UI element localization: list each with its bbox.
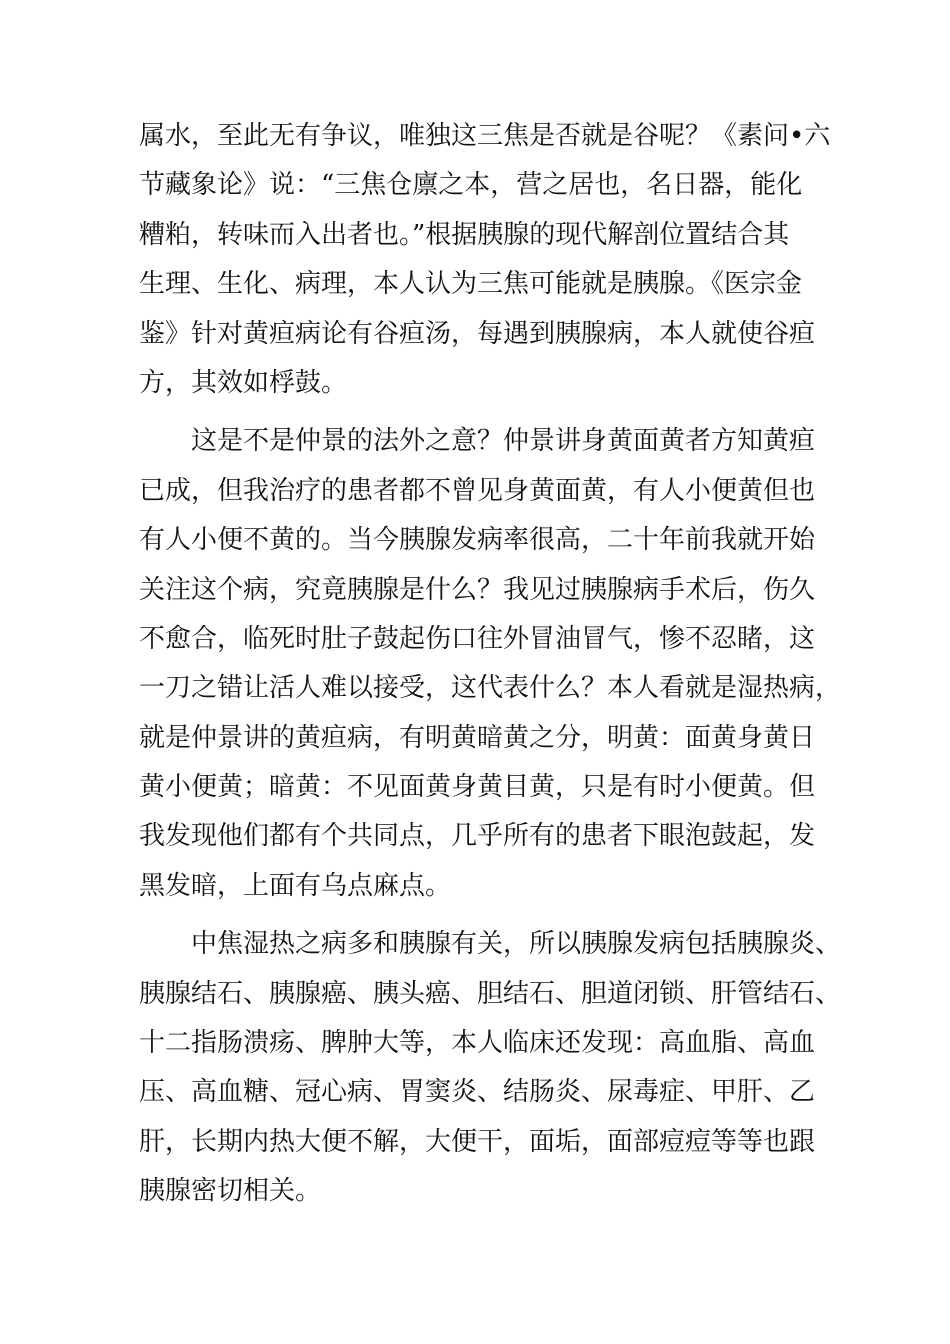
text-line: 胰腺结石、胰腺癌、胰头癌、胆结石、胆道闭锁、肝管结石、 [139,978,842,1009]
text-line: 鉴》针对黄疸病论有谷疸汤，每遇到胰腺病，本人就使谷疸 [139,318,816,349]
paragraph-2 [139,417,842,911]
text-line: 属水，至此无有争议，唯独这三焦是否就是谷呢？《素问•六 [139,121,831,151]
text-line: 方，其效如桴鼓。 [139,367,348,398]
body-text [139,112,842,1217]
paragraph-1 [139,112,831,408]
text-line: 这是不是仲景的法外之意？仲景讲身黄面黄者方知黄疸 [191,426,816,457]
text-line: 肝，长期内热大便不解，大便干，面垢，面部痘痘等等也跟 [139,1126,816,1157]
text-line: 我发现他们都有个共同点，几乎所有的患者下眼泡鼓起，发 [139,821,816,852]
text-line: 就是仲景讲的黄疸病，有明黄暗黄之分，明黄：面黄身黄日 [139,722,816,753]
text-line: 胰腺密切相关。 [139,1176,322,1207]
paragraph-3 [139,920,842,1216]
text-line: 中焦湿热之病多和胰腺有关，所以胰腺发病包括胰腺炎、 [191,929,842,960]
text-line: 一刀之错让活人难以接受，这代表什么？本人看就是湿热病， [139,673,842,704]
text-line: 节藏象论》说：“三焦仓廪之本，营之居也，名日器，能化 [139,170,803,201]
text-line: 压、高血糖、冠心病、胃窦炎、结肠炎、尿毒症、甲肝、乙 [139,1077,816,1108]
text-line: 生理、生化、病理，本人认为三焦可能就是胰腺。《医宗金 [139,269,803,300]
text-line: 有人小便不黄的。当今胰腺发病率很高，二十年前我就开始 [139,525,816,556]
text-line: 黄小便黄；暗黄：不见面黄身黄目黄，只是有时小便黄。但 [139,772,816,803]
text-line: 不愈合，临死时肚子鼓起伤口往外冒油冒气，惨不忍睹，这 [139,623,816,654]
text-line: 糟粕，转味而入出者也。”根据胰腺的现代解剖位置结合其 [139,219,790,250]
text-line: 已成，但我治疗的患者都不曾见身黄面黄，有人小便黄但也 [139,475,816,506]
text-line: 关注这个病，究竟胰腺是什么？我见过胰腺病手术后，伤久 [139,574,816,605]
text-line: 黑发暗，上面有乌点麻点。 [139,870,452,901]
text-line: 十二指肠溃疡、脾肿大等，本人临床还发现：高血脂、高血 [139,1028,816,1059]
